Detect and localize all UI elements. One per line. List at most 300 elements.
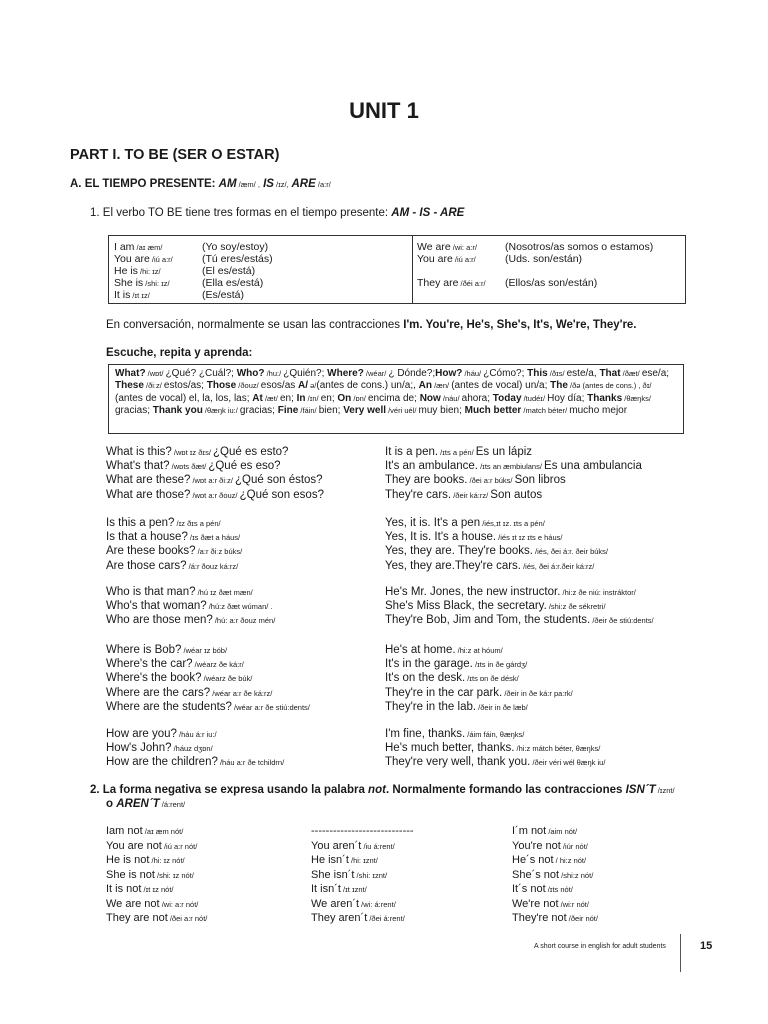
vocab-translation: mucho mejor	[569, 404, 628, 416]
negative-form: You're not	[512, 839, 561, 852]
negative-form: I´m not	[512, 825, 547, 837]
english-sentence: They're in the lab.	[385, 700, 477, 713]
negative-phonetic: /ðeir nót/	[566, 914, 598, 923]
negative-form: She is not	[106, 868, 155, 881]
example-line	[106, 727, 217, 742]
vocab-phonetic: /hu:/	[264, 369, 284, 378]
vocab-word: On	[337, 392, 352, 404]
english-sentence: It's an ambulance.	[385, 460, 478, 473]
pronoun-phonetic: /wi: a:r/	[450, 243, 477, 252]
vocab-phonetic: /wɒt/	[145, 369, 166, 378]
item-2-not: not	[368, 784, 386, 796]
sentence-phonetic: /ðeir ðe stiú:dents/	[590, 616, 654, 626]
example-line	[385, 755, 605, 770]
example-line	[385, 488, 542, 503]
sentence-phonetic: /wɒt a:r ðouz/	[190, 490, 240, 500]
example-line	[385, 727, 524, 742]
example-line	[106, 473, 323, 488]
english-sentence: What are these?	[106, 474, 191, 487]
negative-form: Iam not	[106, 825, 143, 837]
spanish-translation: (Ella es/está)	[202, 277, 264, 289]
english-sentence: Yes, they are. They're books.	[385, 545, 533, 558]
pronoun: I am	[114, 241, 135, 253]
vocab-translation: estos/as;	[163, 380, 207, 392]
sentence-phonetic: /hú ɪz ðæt mæn/	[195, 588, 253, 597]
negative-form: ----------------------------	[311, 825, 414, 837]
vocab-translation: encima de;	[367, 392, 420, 404]
sentence-phonetic: /wɒt a:r ðiːz/	[190, 476, 235, 486]
sentence-phonetic: /wéar a:r ðe ká:rz/	[210, 688, 273, 698]
english-sentence: How are you?	[106, 728, 177, 740]
english-sentence: He's Mr. Jones, the new instructor.	[385, 586, 561, 598]
negative-line	[106, 898, 198, 910]
negative-phonetic: /ðei a:r nót/	[167, 914, 208, 923]
example-line	[106, 643, 227, 658]
negative-phonetic: / hi:z nót/	[553, 856, 587, 865]
is-word: IS	[259, 178, 274, 190]
spanish-translation: Son autos	[490, 488, 543, 501]
conversation-note	[106, 319, 637, 331]
english-sentence: It's on the desk.	[385, 672, 466, 685]
vocab-word: Fine	[277, 404, 299, 416]
example-line	[385, 445, 532, 460]
english-sentence: Where's the book?	[106, 672, 202, 685]
item-2-text-b: . Normalmente formando las contracciones	[385, 784, 626, 796]
sentence-phonetic: /háu a:r ðe tchildrn/	[217, 758, 285, 768]
example-line	[106, 488, 324, 503]
spanish-translation: (Es/está)	[202, 289, 245, 301]
vocab-translation: ¿Qué? ¿Cuál?;	[165, 368, 237, 379]
vocab-phonetic: /fáin/	[298, 405, 319, 415]
vocab-word: The	[550, 380, 568, 392]
vocab-phonetic: /ðɪs/	[547, 369, 567, 378]
vocab-phonetic: /tudéɪ/	[521, 393, 548, 403]
vocab-translation: bien;	[318, 404, 344, 416]
vocab-translation: ese/a;	[641, 368, 670, 379]
vocab-phonetic: /æt/	[262, 393, 280, 403]
vocab-phonetic: /náu/	[440, 393, 462, 403]
vocab-translation: este/a,	[566, 368, 600, 379]
sentence-phonetic: /wéar a:r ðe stiú:dents/	[231, 702, 310, 712]
sentence-phonetic: /ðeir véri wél θæŋk iu/	[530, 758, 606, 768]
vocab-word: Thanks	[587, 392, 623, 404]
negative-phonetic: /aɪ æm nót/	[142, 827, 184, 836]
vocab-translation: gracias;	[115, 404, 153, 416]
english-sentence: Yes, It is. It's a house.	[385, 531, 497, 544]
item-1-text: 1. El verbo TO BE tiene tres formas en el tiempo presente:	[90, 207, 392, 219]
spanish-translation: (Nosotros/as somos o estamos)	[505, 241, 654, 253]
item-1	[90, 207, 464, 219]
example-line	[106, 613, 275, 628]
example-line	[106, 755, 284, 770]
english-sentence: It's in the garage.	[385, 658, 473, 671]
pronoun: He is	[114, 265, 138, 277]
english-sentence: How are the children?	[106, 756, 218, 769]
isnt-phonetic: /ɪznt/	[655, 786, 675, 795]
vocab-word: At	[252, 392, 263, 404]
negative-line	[512, 898, 589, 910]
english-sentence: What are those?	[106, 488, 191, 501]
english-sentence: I'm fine, thanks.	[385, 728, 466, 740]
sentence-phonetic: /ɪts ɒn ðe désk/	[465, 674, 519, 684]
negative-phonetic: /wi: a:r nót/	[159, 899, 199, 909]
negative-phonetic: /aim nót/	[546, 827, 578, 836]
negative-line	[106, 854, 185, 866]
vocab-phonetic: /θæŋk iu:/	[202, 405, 240, 415]
unit-title: UNIT 1	[349, 98, 419, 123]
example-line	[385, 559, 594, 574]
negative-form: He is not	[106, 854, 150, 866]
vocab-word: Today	[492, 392, 522, 404]
english-sentence: He's much better, thanks.	[385, 742, 515, 755]
vocab-phonetic: /ðouz/	[236, 381, 261, 391]
footer-divider	[680, 934, 681, 972]
are-word: ARE	[288, 178, 316, 190]
negative-line	[311, 840, 395, 852]
sentence-phonetic: /ðeir in ðe ká:r pa:rk/	[502, 688, 573, 698]
vocab-phonetic: ə/	[308, 381, 317, 391]
pronoun: We are	[417, 241, 451, 253]
english-sentence: It is a pen.	[385, 446, 439, 458]
spanish-translation: ¿Qué son esos?	[239, 488, 324, 501]
pronoun: You are	[114, 253, 150, 265]
english-sentence: Who is that man?	[106, 586, 196, 598]
arent-phonetic: /á:rent/	[159, 800, 186, 809]
vocab-phonetic: /háu/	[462, 369, 484, 378]
sentence-phonetic: /wɒt ɪz ðɪs/	[171, 448, 214, 457]
example-line	[385, 516, 545, 531]
vocab-phonetic: /ɒn/	[351, 393, 368, 403]
english-sentence: Who's that woman?	[106, 600, 207, 613]
pronoun-phonetic: /iú a:r/	[452, 255, 476, 264]
pronoun-phonetic: /hi: ɪz/	[137, 267, 161, 276]
negative-phonetic: /iú a:r nót/	[161, 841, 198, 851]
conjugation-row	[114, 289, 150, 302]
pronoun-phonetic: /iú a:r/	[149, 255, 173, 264]
negative-phonetic: /wi:r nót/	[558, 899, 589, 909]
item-2-o: o	[106, 798, 117, 810]
negative-line	[106, 869, 194, 881]
example-line	[385, 473, 566, 488]
spanish-translation: (Uds. son/están)	[505, 253, 583, 265]
sentence-phonetic: /ðei a:r búks/	[467, 476, 515, 486]
example-line	[385, 741, 600, 756]
sentence-phonetic: /háu á:r iu:/	[176, 730, 217, 739]
vocab-translation: en;	[279, 392, 297, 404]
english-sentence: Where are the students?	[106, 700, 232, 713]
example-line	[106, 700, 310, 715]
sentence-phonetic: /ɪts in ðe gárdʒ/	[472, 660, 528, 670]
page-number: 15	[700, 940, 713, 952]
english-sentence: Where's the car?	[106, 658, 193, 671]
sentence-phonetic: /shi:z ðe sékretri/	[546, 602, 606, 612]
pronoun-phonetic: /shi: ɪz/	[143, 279, 170, 288]
sentence-phonetic: /wéar ɪz bób/	[181, 646, 228, 655]
vocab-translation: ahora;	[461, 392, 493, 404]
example-line	[106, 559, 238, 574]
negative-form: They aren´t	[311, 912, 368, 924]
english-sentence: Is that a house?	[106, 531, 188, 544]
negative-form: We aren´t	[311, 897, 360, 910]
pronoun-phonetic: /ɪt ɪz/	[130, 291, 150, 300]
is-phonetic: /ɪz/,	[273, 180, 289, 189]
sentence-phonetic: /iés, ðei á:r.ðeir ká:rz/	[521, 561, 595, 571]
are-phonetic: /a:r/	[315, 180, 331, 189]
negative-line	[106, 912, 207, 924]
negative-line	[106, 883, 174, 895]
spanish-translation: ¿Qué es esto?	[213, 446, 289, 458]
negative-form: He´s not	[512, 854, 554, 866]
example-line	[106, 544, 242, 559]
vocab-word: These	[115, 380, 144, 392]
sentence-phonetic: /ɪs ðæt a háus/	[187, 533, 241, 543]
example-line	[106, 686, 272, 701]
vocab-word: An	[418, 380, 433, 392]
english-sentence: Is this a pen?	[106, 517, 175, 529]
negative-line	[311, 854, 378, 866]
conjugation-plural	[417, 241, 682, 301]
example-line	[106, 459, 281, 474]
english-sentence: Where are the cars?	[106, 686, 211, 699]
sentence-phonetic: /áim fáin, θæŋks/	[465, 730, 525, 739]
sentence-phonetic: /ðeir in ðe læb/	[476, 702, 528, 712]
item-2-isnt: ISN´T	[625, 784, 656, 796]
vocab-translation: en;	[320, 392, 338, 404]
vocab-word: Those	[206, 380, 237, 392]
item-2-text-a: 2. La forma negativa se expresa usando la palabra	[90, 784, 369, 796]
negative-phonetic: /iu á:rent/	[361, 841, 395, 851]
sentence-phonetic: /wɒts ðæt/	[169, 462, 209, 472]
negative-line	[311, 883, 367, 895]
spanish-translation: Es un lápiz	[475, 446, 533, 458]
vocab-translation: ¿Cómo?;	[483, 368, 528, 379]
sentence-phonetic: /wéarz ðe ká:r/	[192, 660, 244, 670]
negative-line	[311, 825, 414, 837]
contractions-list: I'm. You're, He's, She's, It's, We're, They're.	[403, 319, 637, 331]
sentence-phonetic: /hi:z at hóum/	[455, 646, 503, 655]
spanish-translation: (Yo soy/estoy)	[202, 241, 269, 253]
example-line	[385, 530, 562, 545]
pronoun: She is	[114, 277, 144, 289]
section-a-heading	[70, 178, 331, 190]
vocab-translation: (antes de vocal) un/a;	[451, 380, 551, 392]
negative-phonetic: /shi: ɪz nót/	[154, 870, 194, 880]
vocab-word: How?	[435, 368, 463, 379]
vocab-phonetic: /ðə (antes de cons.) , ðɪ/	[567, 381, 652, 391]
sentence-phonetic: /á:r ðouz ká:rz/	[186, 561, 239, 571]
negative-form: They're not	[512, 912, 567, 924]
negative-form: We're not	[512, 897, 559, 910]
spanish-translation: Es una ambulancia	[544, 460, 642, 473]
vocab-word: Thank you	[152, 404, 203, 416]
example-line	[385, 657, 527, 672]
pronoun-phonetic: /aɪ æm/	[134, 243, 163, 252]
section-a-prefix: A. EL TIEMPO PRESENTE:	[70, 178, 219, 190]
item-2-line2	[106, 798, 185, 810]
sentence-phonetic: /iés,ɪt ɪz. ɪts a pén/	[480, 519, 545, 528]
negative-form: It´s not	[512, 883, 546, 895]
vocab-word: Much better	[464, 404, 522, 416]
sentence-phonetic: /hi:z ðe niú: instráktor/	[560, 588, 636, 597]
negative-line	[512, 912, 598, 924]
part-title: PART I. TO BE (SER O ESTAR)	[70, 147, 280, 163]
vocab-word: Who?	[236, 368, 265, 379]
spanish-translation: Son libros	[514, 474, 566, 487]
example-line	[106, 599, 273, 614]
negative-form: It is not	[106, 883, 142, 895]
english-sentence: They're cars.	[385, 488, 452, 501]
example-line	[385, 700, 528, 715]
vocab-translation: ¿ Dónde?;	[388, 368, 436, 379]
negative-line	[512, 883, 573, 895]
conversation-text: En conversación, normalmente se usan las contracciones	[106, 319, 404, 331]
vocab-word: Where?	[327, 368, 364, 379]
vocab-translation: gracias;	[239, 404, 278, 416]
example-line	[106, 741, 213, 756]
english-sentence: He's at home.	[385, 644, 456, 656]
negative-form: You aren´t	[311, 839, 362, 852]
negative-line	[311, 869, 387, 881]
english-sentence: Yes, it is. It's a pen	[385, 517, 481, 529]
vocabulary-text	[109, 365, 683, 420]
english-sentence: Who are those men?	[106, 614, 213, 627]
negative-line	[311, 898, 396, 910]
sentence-phonetic: /hi:z mátch béter, θæŋks/	[514, 744, 601, 754]
example-line	[106, 445, 288, 460]
pronoun-phonetic: /ðéi a:r/	[458, 279, 486, 288]
vocab-translation: muy bien;	[418, 404, 465, 416]
vocab-phonetic: /ðæt/	[620, 369, 642, 378]
english-sentence: They're very well, thank you.	[385, 756, 531, 769]
negative-phonetic: /ðei á:rent/	[367, 914, 405, 923]
footer-text: A short course in english for adult students	[534, 943, 666, 950]
negative-form: You are not	[106, 839, 162, 852]
negative-form: It isn´t	[311, 883, 341, 895]
example-line	[106, 516, 221, 531]
english-sentence: They're Bob, Jim and Tom, the students.	[385, 614, 591, 627]
negative-form: We are not	[106, 897, 160, 910]
negative-phonetic: /iúr nót/	[560, 841, 588, 851]
negative-phonetic: /shi:z nót/	[559, 870, 594, 880]
negative-phonetic: /ɪt ɪz nót/	[141, 885, 174, 894]
example-line	[106, 671, 252, 686]
item-2	[90, 784, 675, 796]
negative-line	[512, 840, 588, 852]
english-sentence: What's that?	[106, 460, 170, 473]
conjugation-row	[417, 277, 486, 290]
negative-line	[311, 912, 405, 924]
negative-line	[512, 869, 593, 881]
english-sentence: How's John?	[106, 742, 172, 755]
negative-phonetic: /ɪts nót/	[545, 885, 573, 894]
vocab-word: Very well	[343, 404, 386, 416]
english-sentence: What is this?	[106, 446, 172, 458]
conjugation-divider	[412, 235, 413, 303]
english-sentence: Are those cars?	[106, 559, 187, 572]
vocab-phonetic: /æn/	[432, 381, 452, 391]
english-sentence: Where is Bob?	[106, 644, 182, 656]
am-phonetic: /æm/ ,	[236, 180, 260, 189]
sentence-phonetic: /ɪts an æmbiulans/	[477, 462, 545, 472]
vocab-phonetic: /ɪn/	[305, 393, 321, 403]
spanish-translation: (Ellos/as son/están)	[505, 277, 598, 289]
sentence-phonetic: /ɪz ðɪs a pén/	[174, 519, 221, 528]
negative-line	[106, 840, 197, 852]
english-sentence: They are books.	[385, 474, 468, 487]
vocab-phonetic: /θæŋks/	[622, 393, 651, 403]
vocab-word: A/	[298, 380, 309, 392]
am-word: AM	[218, 178, 237, 190]
sentence-phonetic: /hú:z ðæt wúman/ .	[206, 602, 273, 612]
vocab-translation: (antes de vocal) el, la, los, las;	[115, 392, 253, 404]
vocab-word: In	[296, 392, 306, 404]
vocab-word: Now	[419, 392, 441, 404]
vocab-phonetic: /ðiːz/	[143, 381, 164, 391]
negative-form: He isn´t	[311, 854, 349, 866]
negative-line	[512, 854, 586, 866]
conjugation-singular	[114, 241, 404, 301]
spanish-translation: (Tú eres/estás)	[202, 253, 273, 265]
sentence-phonetic: /ɪts a pén/	[438, 448, 476, 457]
negative-phonetic: /shi: ɪznt/	[354, 870, 388, 880]
example-line	[106, 585, 253, 600]
spanish-translation: (El es/está)	[202, 265, 256, 277]
vocab-translation: (antes de cons.) un/a;,	[316, 380, 419, 392]
pronoun: You are	[417, 253, 453, 265]
negative-phonetic: /hi: ɪznt/	[348, 856, 378, 865]
example-line	[106, 657, 244, 672]
english-sentence: Yes, they are.They're cars.	[385, 559, 522, 572]
sentence-phonetic: /a:r ðiːz búks/	[195, 547, 243, 557]
pronoun: It is	[114, 289, 131, 301]
english-sentence: Are these books?	[106, 545, 196, 558]
vocab-word: This	[527, 368, 548, 379]
example-line	[385, 599, 606, 614]
negative-phonetic: /wi: á:rent/	[359, 899, 396, 909]
example-line	[385, 544, 608, 559]
sentence-phonetic: /háuz dʒɒn/	[171, 744, 213, 754]
negative-line	[106, 825, 183, 837]
example-line	[385, 686, 573, 701]
negative-form: She´s not	[512, 868, 560, 881]
example-line	[385, 585, 636, 600]
pronoun: They are	[417, 277, 459, 289]
vocab-phonetic: /véri uél/	[386, 405, 419, 415]
vocab-word: What?	[115, 368, 146, 379]
item-1-forms: AM - IS - ARE	[391, 207, 465, 219]
english-sentence: They're in the car park.	[385, 686, 503, 699]
negative-phonetic: /ɪt ɪznt/	[340, 885, 367, 894]
negative-line	[512, 825, 577, 837]
negative-form: She isn´t	[311, 868, 355, 881]
english-sentence: She's Miss Black, the secretary.	[385, 600, 547, 613]
spanish-translation: ¿Qué es eso?	[208, 460, 281, 473]
example-line	[385, 459, 642, 474]
vocab-translation: Hoy día;	[547, 392, 588, 404]
negative-phonetic: /hi: ɪz nót/	[149, 856, 185, 865]
example-line	[385, 671, 519, 686]
sentence-phonetic: /iés ɪt ɪz ɪts e háus/	[496, 533, 563, 543]
example-line	[385, 643, 503, 658]
escuche-heading: Escuche, repita y aprenda:	[106, 347, 253, 359]
spanish-translation: ¿Qué son éstos?	[235, 474, 323, 487]
vocab-phonetic: /wéar/	[363, 369, 389, 378]
sentence-phonetic: /iés, ðei á:r. ðeir búks/	[532, 547, 608, 557]
vocab-phonetic: /match béter/	[521, 405, 570, 415]
negative-form: They are not	[106, 912, 168, 924]
vocab-word: That	[599, 368, 621, 379]
sentence-phonetic: /hú: a:r ðouz mén/	[212, 616, 276, 626]
